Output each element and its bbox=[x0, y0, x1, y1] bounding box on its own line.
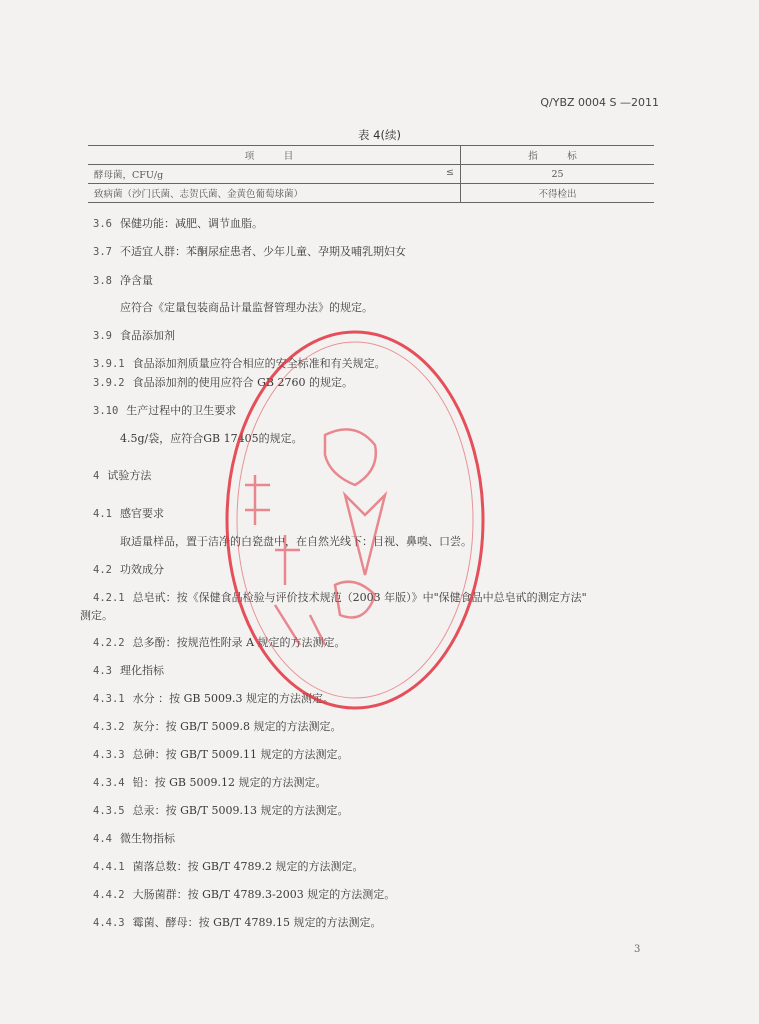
section-4-2-1-cont: 测定。 bbox=[80, 609, 113, 622]
section-4-3-5: 4.3.5 总汞：按 GB/T 5009.13 规定的方法测定。 bbox=[93, 804, 349, 817]
section-4-2: 4.2 功效成分 bbox=[93, 563, 164, 576]
table-cell-item: 酵母菌，CFU/g bbox=[94, 170, 164, 181]
table-cell-operator: ≤ bbox=[446, 167, 454, 178]
section-4-2-2: 4.2.2 总多酚：按规范性附录 A 规定的方法测定。 bbox=[93, 636, 346, 649]
table-header-item: 项 目 bbox=[88, 146, 461, 165]
spec-table bbox=[88, 145, 654, 203]
paragraph-hygiene: 4.5g/袋，应符合GB 17405的规定。 bbox=[120, 432, 303, 445]
paragraph-sensory: 取适量样品，置于洁净的白瓷盘中，在自然光线下：目视、鼻嗅、口尝。 bbox=[120, 535, 472, 548]
section-4-4-1: 4.4.1 菌落总数：按 GB/T 4789.2 规定的方法测定。 bbox=[93, 860, 364, 873]
section-4-2-1: 4.2.1 总皂甙：按《保健食品检验与评价技术规范（2003 年版）》中"保健食品中总皂甙的测定方法" bbox=[93, 591, 587, 604]
table-title: 表 4(续) bbox=[358, 128, 401, 142]
section-3-9-1: 3.9.1 食品添加剂质量应符合相应的安全标准和有关规定。 bbox=[93, 357, 386, 370]
section-4-3-3: 4.3.3 总砷：按 GB/T 5009.11 规定的方法测定。 bbox=[93, 748, 349, 761]
table-cell-value: 25 bbox=[461, 165, 655, 184]
section-4: 4 试验方法 bbox=[93, 469, 152, 482]
section-3-8: 3.8 净含量 bbox=[93, 274, 153, 287]
section-4-3-1: 4.3.1 水分 ：按 GB 5009.3 规定的方法测定。 bbox=[93, 692, 334, 705]
section-4-3-4: 4.3.4 铅：按 GB 5009.12 规定的方法测定。 bbox=[93, 776, 327, 789]
table-header-row bbox=[88, 146, 654, 165]
section-4-4-2: 4.4.2 大肠菌群：按 GB/T 4789.3-2003 规定的方法测定。 bbox=[93, 888, 396, 901]
section-3-9-2: 3.9.2 食品添加剂的使用应符合 GB 2760 的规定。 bbox=[93, 376, 353, 389]
section-3-10: 3.10 生产过程中的卫生要求 bbox=[93, 404, 237, 417]
section-4-3: 4.3 理化指标 bbox=[93, 664, 164, 677]
section-4-4-3: 4.4.3 霉菌、酵母：按 GB/T 4789.15 规定的方法测定。 bbox=[93, 916, 382, 929]
section-3-7: 3.7 不适宜人群：苯酮尿症患者、少年儿童、孕期及哺乳期妇女 bbox=[93, 245, 406, 258]
section-3-6: 3.6 保健功能：减肥、调节血脂。 bbox=[93, 217, 263, 230]
official-seal-stamp bbox=[215, 325, 495, 715]
table-cell-value: 不得检出 bbox=[461, 184, 655, 203]
section-4-1: 4.1 感官要求 bbox=[93, 507, 164, 520]
table-cell-item: 致病菌（沙门氏菌、志贺氏菌、金黄色葡萄球菌） bbox=[94, 189, 304, 200]
table-row bbox=[88, 165, 654, 184]
section-4-4: 4.4 微生物指标 bbox=[93, 832, 175, 845]
table-header-value: 指 标 bbox=[461, 146, 655, 165]
section-4-3-2: 4.3.2 灰分：按 GB/T 5009.8 规定的方法测定。 bbox=[93, 720, 342, 733]
table-row bbox=[88, 184, 654, 203]
paragraph-net-content: 应符合《定量包装商品计量监督管理办法》的规定。 bbox=[120, 301, 373, 314]
standard-code: Q/YBZ 0004 S —2011 bbox=[540, 96, 659, 109]
page-number: 3 bbox=[634, 944, 641, 955]
section-3-9: 3.9 食品添加剂 bbox=[93, 329, 175, 342]
